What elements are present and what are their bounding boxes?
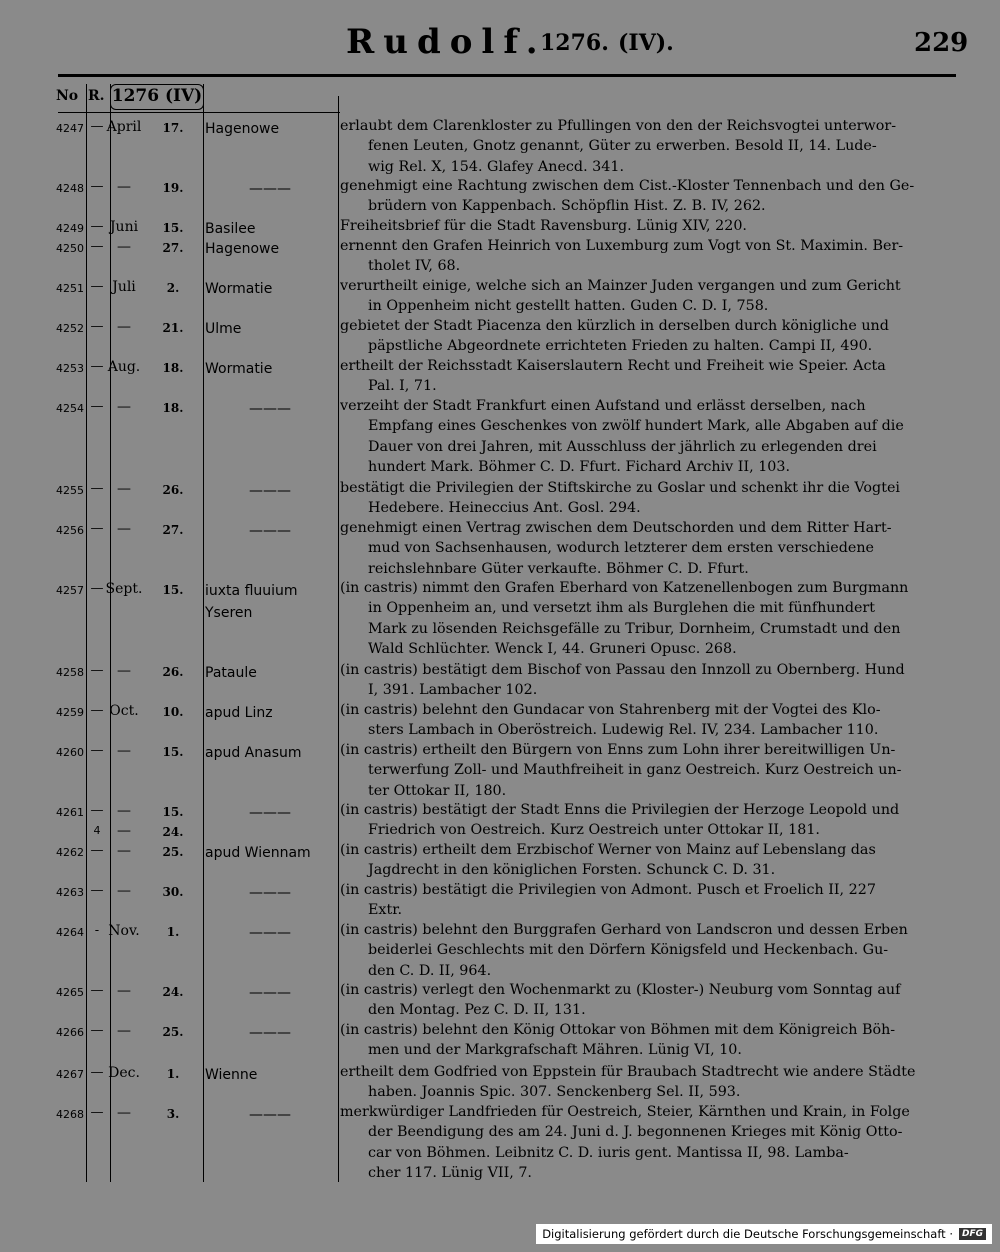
page-header	[0, 22, 1000, 62]
entry-place	[205, 520, 335, 542]
entry-text-line: Friedrich von Oestreich. Kurz Oestreich unter Ottokar II, 181.	[368, 822, 820, 839]
entry-month: —	[117, 663, 131, 679]
entry-text-line: genehmigt eine Rachtung zwischen dem Cist.-Kloster Tennenbach und den Ge-	[340, 178, 915, 194]
entry-month: —	[117, 803, 131, 819]
entry-number: 4255	[56, 484, 84, 497]
entry-day: 27.	[162, 523, 184, 537]
entry-text-line: Wald Schlüchter. Wenck I, 44. Gruneri Opusc. 268.	[368, 641, 737, 658]
entry-place-line: ———	[249, 1025, 291, 1041]
entry-text	[340, 700, 946, 741]
entry-day: 27.	[162, 241, 184, 255]
entry-r: —	[90, 843, 104, 858]
entry-text-line: I, 391. Lambacher 102.	[368, 682, 538, 699]
entry-number: 4256	[56, 524, 84, 537]
entry-text	[340, 396, 946, 478]
entry-r: —	[90, 803, 104, 818]
entry-place	[205, 278, 335, 300]
entry-text	[340, 578, 946, 660]
entry-text-line: hundert Mark. Böhmer C. D. Ffurt. Fichard Archiv II, 103.	[368, 459, 791, 476]
entry-text-line: brüdern von Kappenbach. Schöpflin Hist. Z. B. IV, 262.	[368, 198, 766, 215]
entry-sub-r: 4	[93, 824, 101, 837]
entry-row	[0, 1102, 1000, 1184]
entry-text	[340, 356, 946, 397]
entry-text-line: Jagdrecht in den königlichen Forsten. Schunck C. D. 31.	[368, 862, 776, 879]
entry-row	[0, 920, 1000, 981]
entry-r: —	[90, 279, 104, 294]
entry-month: —	[117, 883, 131, 899]
entry-text-line: car von Böhmen. Leibnitz C. D. iuris gent. Mantissa II, 98. Lamba-	[368, 1144, 849, 1161]
entry-day: 26.	[162, 665, 184, 679]
entry-text-line: wig Rel. X, 154. Glafey Anecd. 341.	[368, 158, 625, 175]
entry-place-line: ———	[249, 181, 291, 197]
entry-text	[340, 216, 946, 236]
entry-text-line: terwerfung Zoll- und Mauthfreiheit in ganz Oestreich. Kurz Oestreich un-	[368, 762, 902, 779]
entry-text-line: Freiheitsbrief für die Stadt Ravensburg. Lünig XIV, 220.	[340, 218, 747, 234]
dfg-logo-icon: DFG	[959, 1228, 986, 1240]
entry-text	[340, 920, 946, 981]
entry-text	[340, 800, 946, 841]
entry-place-line: ———	[249, 523, 291, 539]
entry-month: Sept.	[105, 581, 143, 597]
entry-day: 1.	[166, 1067, 180, 1081]
entry-day: 10.	[162, 705, 184, 719]
entry-number: 4261	[56, 806, 84, 819]
entry-text-line: Pal. I, 71.	[368, 378, 437, 395]
entry-row	[0, 236, 1000, 277]
entry-place-line: apud Linz	[205, 705, 273, 721]
entry-r: —	[90, 179, 104, 194]
entry-text-line: Extr.	[368, 902, 403, 919]
entry-row	[0, 1062, 1000, 1103]
entry-place-line: Basilee	[205, 221, 256, 237]
entry-number: 4251	[56, 282, 84, 295]
entry-number: 4254	[56, 402, 84, 415]
entry-place	[205, 480, 335, 502]
entry-row	[0, 116, 1000, 177]
entry-row	[0, 176, 1000, 217]
entry-number: 4257	[56, 584, 84, 597]
entry-text-line: (in castris) belehnt den Burggrafen Gerhard von Landscron und dessen Erben	[340, 922, 908, 938]
entry-place	[205, 398, 335, 420]
entry-place	[205, 662, 335, 684]
page-number: 229	[914, 28, 969, 58]
entry-text-line: der Beendigung des am 24. Juni d. J. begonnenen Krieges mit König Otto-	[368, 1124, 903, 1141]
entry-place-line: Wormatie	[205, 281, 273, 297]
entry-place-line: Hagenowe	[205, 121, 280, 137]
entry-row	[0, 396, 1000, 478]
entry-r: —	[90, 359, 104, 374]
entry-day: 24.	[162, 985, 184, 999]
entry-place	[205, 882, 335, 904]
entry-number: 4258	[56, 666, 84, 679]
entry-day: 17.	[162, 121, 184, 135]
entry-text-line: genehmigt einen Vertrag zwischen dem Deutschorden und dem Ritter Hart-	[340, 520, 892, 536]
header-rule	[58, 112, 340, 113]
entry-number: 4253	[56, 362, 84, 375]
entry-text	[340, 1020, 946, 1061]
entry-text-line: ertheilt der Reichsstadt Kaiserslautern Recht und Freiheit wie Speier. Acta	[340, 358, 886, 374]
entry-month: —	[117, 1023, 131, 1039]
entry-text	[340, 116, 946, 177]
entry-place	[205, 802, 335, 824]
entry-r: —	[90, 743, 104, 758]
entry-text-line: ertheilt dem Godfried von Eppstein für Braubach Stadtrecht wie andere Städte	[340, 1064, 916, 1080]
entry-row	[0, 276, 1000, 317]
entry-month: —	[117, 399, 131, 415]
entry-place	[205, 1104, 335, 1126]
entry-row	[0, 518, 1000, 579]
entry-month: —	[117, 319, 131, 335]
entry-place-line: ———	[249, 885, 291, 901]
entry-text	[340, 518, 946, 579]
entry-row	[0, 880, 1000, 921]
entry-place	[205, 922, 335, 944]
entry-text-line: gebietet der Stadt Piacenza den kürzlich in derselben durch königliche und	[340, 318, 889, 334]
entry-day: 15.	[162, 221, 184, 235]
entry-text-line: Mark zu lösenden Reichsgefälle zu Tribur, Dornheim, Crumstadt und den	[368, 620, 901, 637]
entry-row	[0, 840, 1000, 881]
entry-month: —	[117, 481, 131, 497]
entry-number: 4250	[56, 242, 84, 255]
entry-r: —	[90, 703, 104, 718]
entry-place-line: ———	[249, 985, 291, 1001]
entry-place	[205, 842, 335, 864]
header-part: (IV).	[618, 30, 674, 56]
entry-month: —	[117, 843, 131, 859]
entry-text-line: (in castris) ertheilt den Bürgern von Enns zum Lohn ihrer bereitwilligen Un-	[340, 742, 896, 758]
entry-month: —	[117, 983, 131, 999]
entry-r: —	[90, 319, 104, 334]
entry-day: 15.	[162, 583, 184, 597]
entry-day: 3.	[166, 1107, 180, 1121]
entry-number: 4265	[56, 986, 84, 999]
entry-day: 1.	[166, 925, 180, 939]
entry-place-line: apud Wiennam	[205, 845, 311, 861]
entry-text-line: den C. D. II, 964.	[368, 962, 492, 979]
entry-day: 15.	[162, 745, 184, 759]
entry-month: Juli	[112, 279, 136, 295]
entry-r: —	[90, 883, 104, 898]
entry-place	[205, 118, 335, 140]
entry-number: 4260	[56, 746, 84, 759]
entry-place	[205, 1064, 335, 1086]
entry-text-line: fenen Leuten, Gnotz genannt, Güter zu erwerben. Besold II, 14. Lude-	[368, 138, 877, 155]
entry-place-line: Wienne	[205, 1067, 258, 1083]
entry-text-line: verzeiht der Stadt Frankfurt einen Aufstand und erlässt derselben, nach	[340, 398, 866, 414]
footer-text: Digitalisierung gefördert durch die Deutsche Forschungsgemeinschaft ·	[542, 1227, 953, 1241]
entry-text-line: men und der Markgrafschaft Mähren. Lünig VI, 10.	[368, 1042, 742, 1059]
header-title: Rudolf.	[346, 22, 547, 62]
entry-place	[205, 1022, 335, 1044]
entry-place-line: ———	[249, 401, 291, 417]
entry-month: Dec.	[108, 1065, 140, 1081]
entry-number: 4259	[56, 706, 84, 719]
entry-month: —	[117, 743, 131, 759]
entry-month: Oct.	[109, 703, 139, 719]
entry-place-line: Wormatie	[205, 361, 273, 377]
entry-place	[205, 238, 335, 260]
entry-text-line: päpstliche Abgeordnete errichteten Frieden zu halten. Campi II, 490.	[368, 338, 873, 355]
entry-text-line: reichslehnbare Güter verkaufte. Böhmer C. D. Ffurt.	[368, 560, 749, 577]
entry-day: 30.	[162, 885, 184, 899]
entry-row	[0, 216, 1000, 236]
column-head-year: 1276 (IV)	[110, 84, 204, 110]
entry-text-line: (in castris) ertheilt dem Erzbischof Werner von Mainz auf Lebenslang das	[340, 842, 876, 858]
entry-day: 2.	[166, 281, 180, 295]
entry-text-line: den Montag. Pez C. D. II, 131.	[368, 1002, 586, 1019]
entry-text-line: Dauer von drei Jahren, mit Ausschluss der jährlich zu erlegenden drei	[368, 438, 877, 455]
column-head-r: R.	[88, 88, 105, 104]
entry-number: 4262	[56, 846, 84, 859]
entry-text-line: bestätigt die Privilegien der Stiftskirche zu Goslar und schenkt ihr die Vogtei	[340, 480, 900, 496]
entry-day: 21.	[162, 321, 184, 335]
entry-sub-month: —	[117, 823, 131, 839]
entry-row	[0, 1020, 1000, 1061]
entry-place-line: Yseren	[205, 605, 253, 621]
entry-r: —	[90, 1065, 104, 1080]
entry-day: 18.	[162, 401, 184, 415]
entry-text-line: erlaubt dem Clarenkloster zu Pfullingen von den der Reichsvogtei unterwor-	[340, 118, 897, 134]
entry-r: —	[90, 1105, 104, 1120]
entry-text	[340, 1062, 946, 1103]
entry-day: 25.	[162, 845, 184, 859]
entry-text-line: in Oppenheim an, und versetzt ihm als Burglehen die mit fünfhundert	[368, 600, 876, 617]
entry-place-line: ———	[249, 483, 291, 499]
entry-text-line: (in castris) bestätigt der Stadt Enns die Privilegien der Herzoge Leopold und	[340, 802, 900, 818]
entry-text	[340, 276, 946, 317]
entry-text	[340, 176, 946, 217]
entry-row	[0, 478, 1000, 519]
entry-place-line: Ulme	[205, 321, 242, 337]
entry-month: —	[117, 521, 131, 537]
entry-row	[0, 356, 1000, 397]
entry-text	[340, 236, 946, 277]
entry-place	[205, 358, 335, 380]
entry-r: —	[90, 663, 104, 678]
column-head-no: No	[56, 88, 79, 104]
entry-row	[0, 800, 1000, 841]
entry-text	[340, 840, 946, 881]
entry-place-line: ———	[249, 805, 291, 821]
entry-r: —	[90, 399, 104, 414]
entry-month: —	[117, 179, 131, 195]
entry-r: —	[90, 239, 104, 254]
entry-day: 15.	[162, 805, 184, 819]
entry-month: —	[117, 239, 131, 255]
entry-sub-day: 24.	[162, 825, 184, 839]
entry-text-line: (in castris) bestätigt die Privilegien von Admont. Pusch et Froelich II, 227	[340, 882, 876, 898]
entry-place	[205, 742, 335, 764]
entry-text-line: mud von Sachsenhausen, wodurch letzterer dem ersten verschiedene	[368, 540, 875, 557]
entry-row	[0, 740, 1000, 801]
entry-place-line: iuxta fluuium	[205, 583, 298, 599]
entry-number: 4249	[56, 222, 84, 235]
entry-day: 19.	[162, 181, 184, 195]
entry-text-line: (in castris) verlegt den Wochenmarkt zu (Kloster-) Neuburg vom Sonntag auf	[340, 982, 901, 998]
entry-number: 4266	[56, 1026, 84, 1039]
top-rule	[58, 74, 956, 77]
entry-row	[0, 980, 1000, 1021]
entry-r: —	[90, 481, 104, 496]
entry-text-line: in Oppenheim nicht gestellt hatten. Guden C. D. I, 758.	[368, 298, 769, 315]
entry-day: 18.	[162, 361, 184, 375]
entry-place	[205, 318, 335, 340]
entry-place-line: Pataule	[205, 665, 257, 681]
entry-month: Nov.	[108, 923, 140, 939]
entry-text	[340, 980, 946, 1021]
entry-text-line: (in castris) belehnt den Gundacar von Stahrenberg mit der Vogtei des Klo-	[340, 702, 881, 718]
entry-text-line: (in castris) belehnt den König Ottokar von Böhmen mit dem Königreich Böh-	[340, 1022, 896, 1038]
entry-text	[340, 660, 946, 701]
entry-text-line: Hedebere. Heineccius Ant. Gosl. 294.	[368, 500, 641, 517]
entry-text-line: tholet IV, 68.	[368, 258, 461, 275]
entry-r: -	[94, 923, 100, 938]
entry-text-line: ernennt den Grafen Heinrich von Luxemburg zum Vogt von St. Maximin. Ber-	[340, 238, 904, 254]
entry-text	[340, 880, 946, 921]
entry-r: —	[90, 983, 104, 998]
entry-number: 4263	[56, 886, 84, 899]
entry-number: 4268	[56, 1108, 84, 1121]
entry-month: —	[117, 1105, 131, 1121]
entry-number: 4267	[56, 1068, 84, 1081]
header-year: 1276.	[540, 30, 609, 56]
entry-text-line: haben. Joannis Spic. 307. Senckenberg Sel. II, 593.	[368, 1084, 741, 1101]
entry-place	[205, 702, 335, 724]
entry-month: Aug.	[107, 359, 141, 375]
entry-text-line: (in castris) bestätigt dem Bischof von Passau den Innzoll zu Obernberg. Hund	[340, 662, 905, 678]
entry-text-line: cher 117. Lünig VII, 7.	[368, 1165, 532, 1182]
entry-row	[0, 316, 1000, 357]
entry-text-line: ter Ottokar II, 180.	[368, 782, 507, 799]
entry-r: —	[90, 119, 104, 134]
entry-number: 4248	[56, 182, 84, 195]
entry-day: 26.	[162, 483, 184, 497]
entry-place	[205, 178, 335, 200]
entry-text-line: merkwürdiger Landfrieden für Oestreich, Steier, Kärnthen und Krain, in Folge	[340, 1104, 910, 1120]
entry-text	[340, 478, 946, 519]
entry-text	[340, 316, 946, 357]
entry-place	[205, 982, 335, 1004]
entry-place-line: Hagenowe	[205, 241, 280, 257]
entry-number: 4252	[56, 322, 84, 335]
footer-credit	[536, 1224, 992, 1244]
entry-place-line: ———	[249, 925, 291, 941]
entry-number: 4247	[56, 122, 84, 135]
entry-place	[205, 580, 335, 624]
entry-text-line: (in castris) nimmt den Grafen Eberhard von Katzenellenbogen zum Burgmann	[340, 580, 909, 596]
entry-text	[340, 740, 946, 801]
entry-r: —	[90, 521, 104, 536]
entry-row	[0, 700, 1000, 741]
entry-row	[0, 660, 1000, 701]
entry-text-line: beiderlei Geschlechts mit den Dörfern Königsfeld und Heckenbach. Gu-	[368, 942, 889, 959]
entry-text-line: sters Lambach in Oberöstreich. Ludewig Rel. IV, 234. Lambacher 110.	[368, 722, 879, 739]
entry-number: 4264	[56, 926, 84, 939]
entry-place-line: ———	[249, 1107, 291, 1123]
entry-month: April	[106, 119, 142, 135]
entry-r: —	[90, 219, 104, 234]
entry-day: 25.	[162, 1025, 184, 1039]
entry-month: Juni	[109, 219, 139, 235]
entry-text-line: Empfang eines Geschenkes von zwölf hundert Mark, alle Abgaben auf die	[368, 418, 904, 435]
entry-row	[0, 578, 1000, 660]
entry-place-line: apud Anasum	[205, 745, 302, 761]
entry-text	[340, 1102, 946, 1184]
entry-text-line: verurtheilt einige, welche sich an Mainzer Juden vergangen und zum Gericht	[340, 278, 901, 294]
entry-r: —	[90, 581, 104, 596]
entry-r: —	[90, 1023, 104, 1038]
